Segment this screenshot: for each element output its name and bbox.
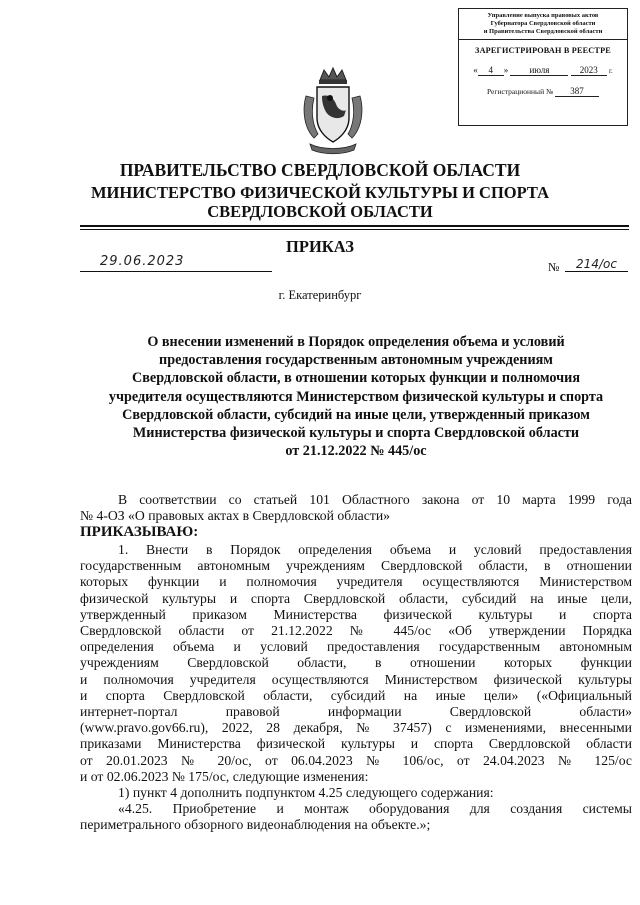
preamble-line: № 4-ОЗ «О правовых актах в Свердловской области» bbox=[80, 508, 390, 524]
stamp-date-close-quote: » bbox=[503, 65, 509, 75]
stamp-reg-label: Регистрационный № bbox=[486, 87, 554, 96]
quote-line: «4.25. Приобретение и монтаж оборудования для создания системы bbox=[118, 801, 632, 817]
item-1 bbox=[80, 542, 632, 834]
stamp-header-line: Управление выпуска правовых актов bbox=[487, 12, 599, 19]
stamp-header-line: Губернатора Свердловской области bbox=[490, 20, 596, 27]
item-1-line: (www.pravo.gov66.ru), 2022, 28 декабря, № 37457) с изменениями, внесенными bbox=[80, 720, 632, 736]
item-1-line: интернет-портал правовой информации Свердловской области» bbox=[80, 704, 632, 720]
stamp-registered-label: ЗАРЕГИСТРИРОВАН В РЕЕСТРЕ bbox=[475, 46, 611, 55]
item-1-line: государственным автономным учреждениям Свердловской области, в отношении bbox=[80, 558, 632, 574]
preamble bbox=[80, 492, 632, 524]
ministry-title-line: МИНИСТЕРСТВО ФИЗИЧЕСКОЙ КУЛЬТУРЫ И СПОРТА bbox=[90, 183, 550, 202]
preamble-line: В соответствии со статьей 101 Областного закона от 10 марта 1999 года bbox=[118, 492, 632, 507]
subject-line: О внесении изменений в Порядок определения объема и условий bbox=[147, 334, 565, 350]
document-number: 214/ос bbox=[565, 257, 628, 272]
subject-line: Свердловской области, субсидий на иные цели, утвержденный приказом bbox=[122, 406, 590, 423]
document-number-field bbox=[548, 258, 630, 272]
item-1-line: Свердловской области от 21.12.2022 № 445/ос «Об утверждении Порядка bbox=[80, 623, 632, 639]
registration-stamp bbox=[458, 8, 628, 126]
item-1-line: определения объема и условий предоставления государственным автономным bbox=[80, 639, 632, 655]
ministry-title bbox=[0, 183, 640, 221]
subject-line: учредителя осуществляются Министерством физической культуры и спорта bbox=[108, 388, 604, 405]
stamp-reg-number: 387 bbox=[555, 86, 599, 97]
item-1-line: 1. Внести в Порядок определения объема и условий предоставления bbox=[118, 542, 632, 557]
header-divider-thin bbox=[80, 229, 629, 230]
item-1-line: от 20.01.2023 № 20/ос, от 06.04.2023 № 106/ос, от 24.04.2023 № 125/ос bbox=[80, 752, 632, 768]
subject-line: Министерства физической культуры и спорта Свердловской области bbox=[132, 425, 580, 442]
sub-item-1: 1) пункт 4 дополнить подпунктом 4.25 следующего содержания: bbox=[118, 785, 494, 801]
stamp-year-suffix: г. bbox=[608, 67, 613, 75]
order-word: ПРИКАЗЫВАЮ: bbox=[80, 524, 199, 540]
stamp-date-open-quote: « bbox=[473, 65, 478, 75]
government-title: ПРАВИТЕЛЬСТВО СВЕРДЛОВСКОЙ ОБЛАСТИ bbox=[119, 160, 521, 180]
coat-of-arms-icon bbox=[300, 66, 366, 156]
quote-line: периметрального обзорного видеонаблюдения на объекте.»; bbox=[80, 817, 431, 833]
item-1-line: и полномочия учредителя осуществляются Министерством физической культуры bbox=[80, 671, 632, 687]
document-city: г. Екатеринбург bbox=[278, 288, 362, 302]
item-1-line: и от 02.06.2023 № 175/ос, следующие изменения: bbox=[80, 768, 369, 784]
stamp-header bbox=[459, 9, 627, 40]
item-1-line: учреждениям Свердловской области, в отношении которых функции bbox=[80, 655, 632, 671]
stamp-date bbox=[459, 65, 627, 76]
stamp-day: 4 bbox=[478, 65, 504, 76]
stamp-registration bbox=[459, 86, 627, 97]
item-1-line: приказами Министерства физической культуры и спорта Свердловской области bbox=[80, 736, 632, 752]
stamp-header-line: и Правительства Свердловской области bbox=[483, 28, 603, 35]
ministry-title-line: СВЕРДЛОВСКОЙ ОБЛАСТИ bbox=[207, 202, 433, 221]
stamp-year: 2023 bbox=[571, 65, 607, 76]
subject-line: предоставления государственным автономным учреждениям bbox=[159, 352, 553, 369]
stamp-month: июля bbox=[510, 65, 568, 76]
document-subject bbox=[80, 333, 632, 460]
document-type: ПРИКАЗ bbox=[286, 237, 354, 256]
item-1-line: и спорта Свердловской области, субсидий на иные цели» («Официальный bbox=[80, 687, 632, 703]
subject-line: от 21.12.2022 № 445/ос bbox=[285, 443, 427, 460]
item-1-line: которых функции и полномочия учредителя осуществляются Министерством bbox=[80, 574, 632, 590]
document-date-field bbox=[80, 254, 272, 272]
document-date: 29.06.2023 bbox=[100, 254, 185, 269]
item-1-line: утвержденный приказом Министерства физической культуры и спорта bbox=[80, 606, 632, 622]
header-divider bbox=[80, 225, 629, 227]
item-1-line: физической культуры и спорта Свердловской области, субсидий на иные цели, bbox=[80, 590, 632, 606]
subject-line: Свердловской области, в отношении которых функции и полномочия bbox=[131, 370, 580, 387]
document-number-label: № bbox=[548, 260, 560, 274]
